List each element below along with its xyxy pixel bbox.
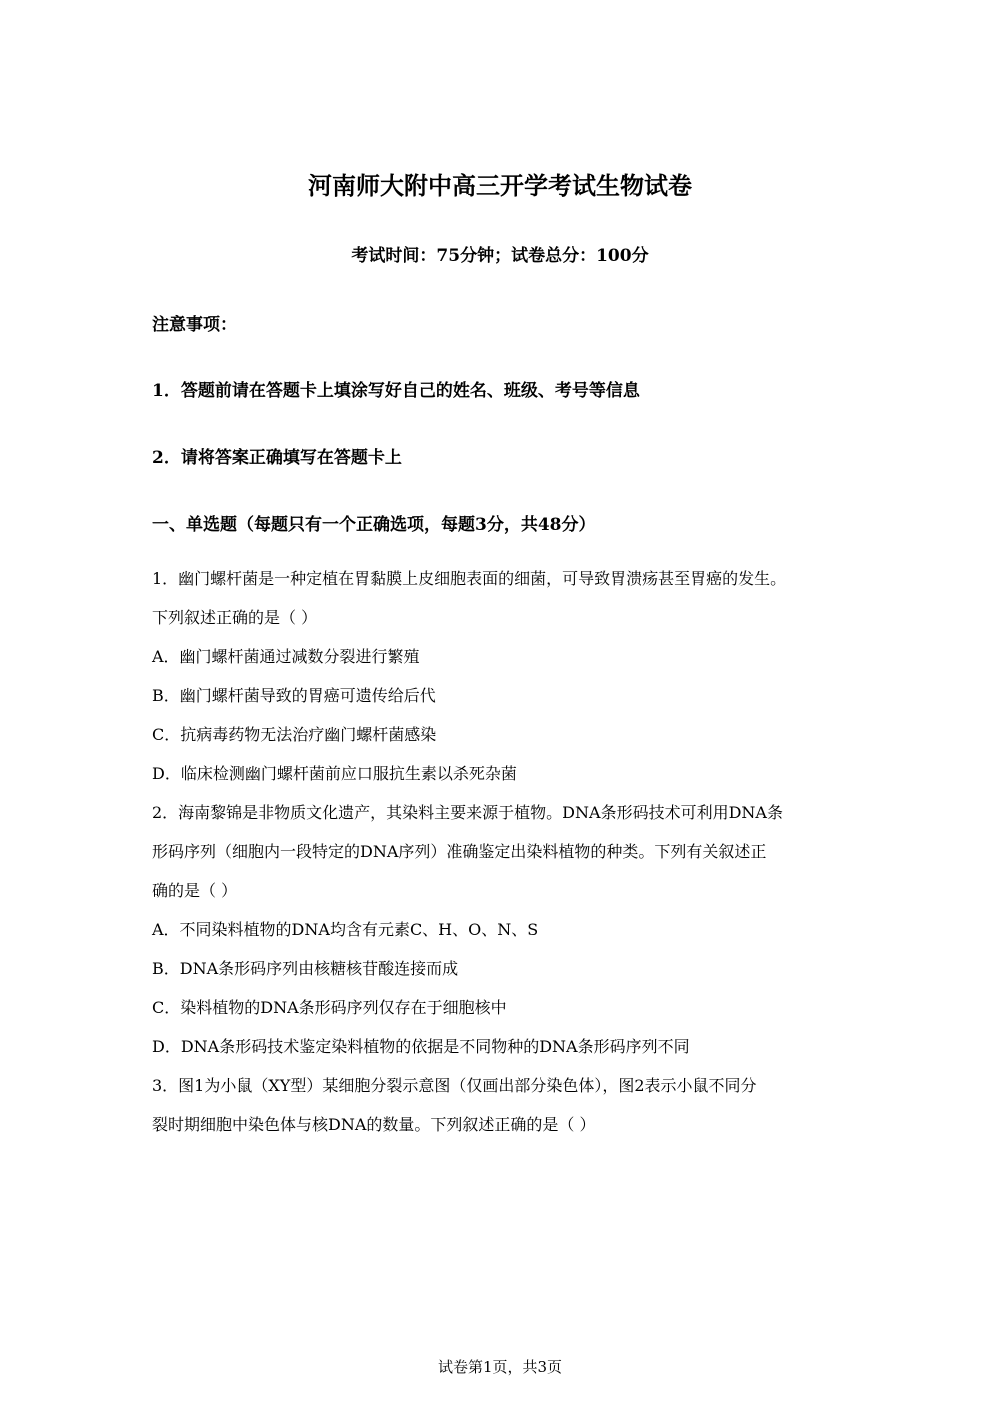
exam-title: 河南师大附中高三开学考试生物试卷 <box>308 172 692 200</box>
question-2-stem-line-3: 确的是（ ） <box>152 881 238 900</box>
question-1-option-a: A．幽门螺杆菌通过减数分裂进行繁殖 <box>152 647 420 666</box>
question-2-option-c: C．染料植物的DNA条形码序列仅存在于细胞核中 <box>152 998 507 1017</box>
question-1-option-d: D．临床检测幽门螺杆菌前应口服抗生素以杀死杂菌 <box>152 764 517 783</box>
question-1-stem-line-1: 1．幽门螺杆菌是一种定植在胃黏膜上皮细胞表面的细菌，可导致胃溃疡甚至胃癌的发生。 <box>152 569 787 588</box>
question-1-option-b: B．幽门螺杆菌导致的胃癌可遗传给后代 <box>152 686 436 705</box>
question-2-option-a: A．不同染料植物的DNA均含有元素C、H、O、N、S <box>152 920 539 939</box>
page-footer: 试卷第1页，共3页 <box>437 1358 563 1376</box>
question-2-stem-line-2: 形码序列（细胞内一段特定的DNA序列）准确鉴定出染料植物的种类。下列有关叙述正 <box>152 842 767 861</box>
question-2-option-b: B．DNA条形码序列由核糖核苷酸连接而成 <box>152 959 459 978</box>
question-2-option-d: D．DNA条形码技术鉴定染料植物的依据是不同物种的DNA条形码序列不同 <box>152 1037 690 1056</box>
notes-heading: 注意事项： <box>152 315 237 335</box>
question-1-stem-line-2: 下列叙述正确的是（ ） <box>152 608 318 627</box>
question-2-stem-line-1: 2．海南黎锦是非物质文化遗产，其染料主要来源于植物。DNA条形码技术可利用DNA条 <box>152 803 783 822</box>
question-3-stem-line-1: 3．图1为小鼠（XY型）某细胞分裂示意图（仅画出部分染色体），图2表示小鼠不同分 <box>152 1076 757 1095</box>
question-1-option-c: C．抗病毒药物无法治疗幽门螺杆菌感染 <box>152 725 437 744</box>
notes-item-1: 1．答题前请在答题卡上填涂写好自己的姓名、班级、考号等信息 <box>152 381 640 401</box>
notes-item-2: 2．请将答案正确填写在答题卡上 <box>152 448 402 468</box>
section-heading: 一、单选题（每题只有一个正确选项，每题3分，共48分） <box>152 515 596 535</box>
question-3-stem-line-2: 裂时期细胞中染色体与核DNA的数量。下列叙述正确的是（ ） <box>152 1115 596 1134</box>
exam-subtitle: 考试时间：75分钟；试卷总分：100分 <box>351 246 649 266</box>
